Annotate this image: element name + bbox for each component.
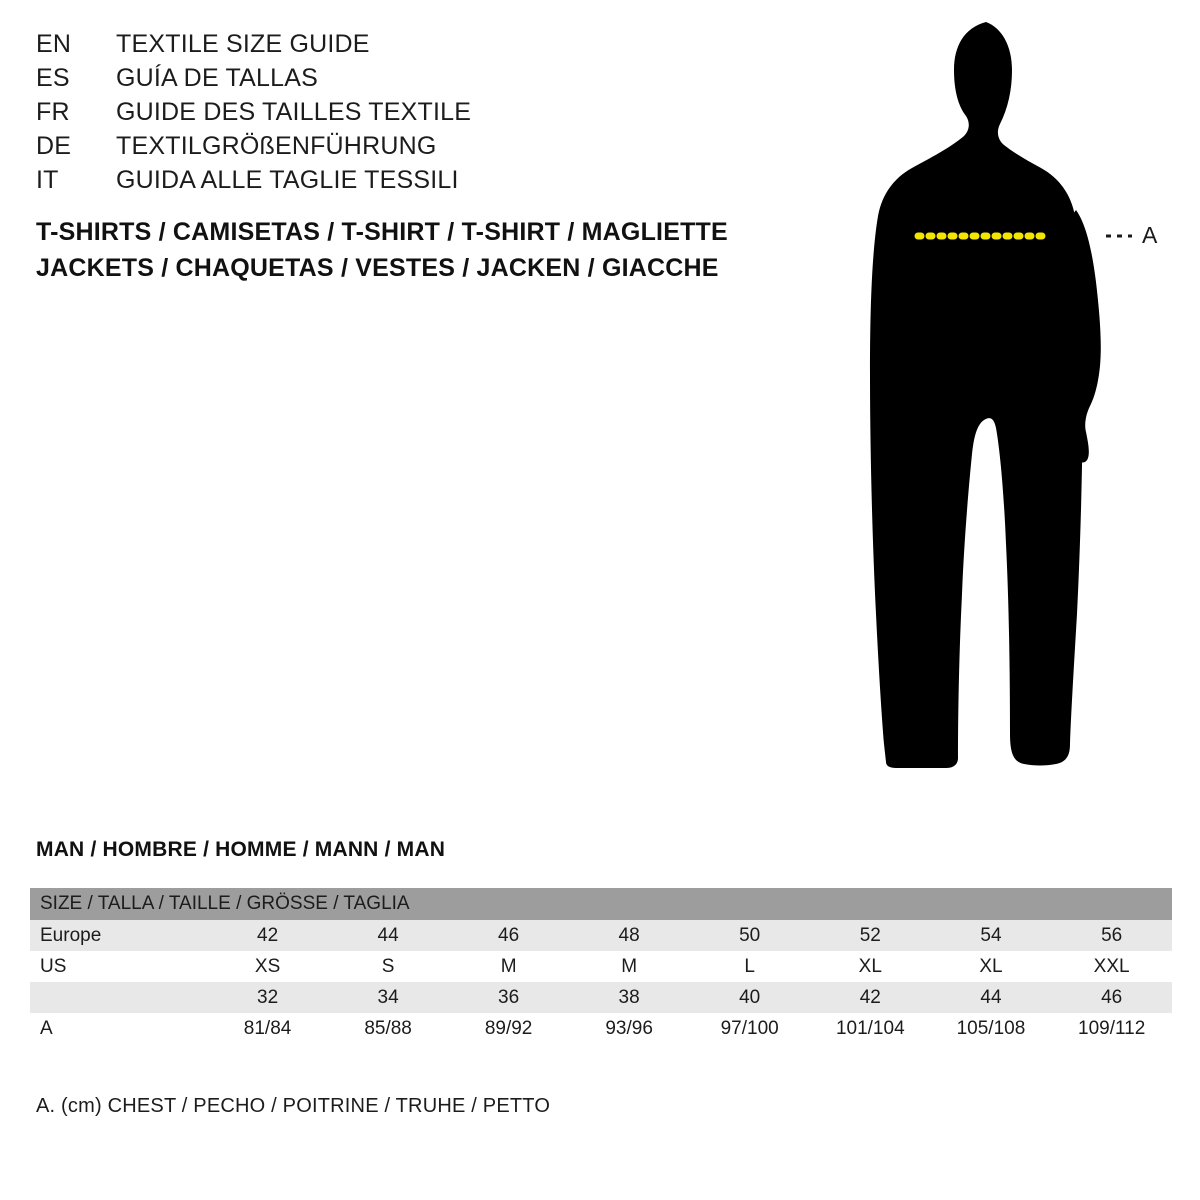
cell-value: 101/104 <box>835 1017 905 1039</box>
cell-value: S <box>381 955 395 977</box>
table-row <box>30 982 1172 1013</box>
chest-measure-label: A <box>1142 222 1158 248</box>
language-header-block <box>36 30 756 200</box>
language-text: GUIDA ALLE TAGLIE TESSILI <box>116 166 459 194</box>
table-row <box>30 951 1172 982</box>
cell-value: 40 <box>739 986 761 1008</box>
table-row <box>30 1013 1172 1044</box>
cell-value: 36 <box>498 986 520 1008</box>
cell-value: 46 <box>1101 986 1123 1008</box>
cell-value: 42 <box>859 986 881 1008</box>
table-header-label: SIZE / TALLA / TAILLE / GRÖSSE / TAGLIA <box>40 893 410 914</box>
table-header-row <box>30 888 1172 920</box>
language-text: TEXTILE SIZE GUIDE <box>116 30 370 58</box>
cell-value: M <box>500 955 517 977</box>
cell-value: XXL <box>1093 955 1130 977</box>
language-code: IT <box>36 166 59 194</box>
language-code: DE <box>36 132 72 160</box>
silhouette-icon <box>870 22 1101 768</box>
cell-value: 89/92 <box>484 1017 533 1039</box>
cell-value: M <box>621 955 638 977</box>
cell-value: 34 <box>377 986 399 1008</box>
row-label: Europe <box>40 924 102 946</box>
cell-value: XS <box>254 955 281 977</box>
language-code: ES <box>36 64 70 92</box>
cell-value: L <box>744 955 755 977</box>
row-label: US <box>40 955 67 977</box>
male-silhouette-figure <box>820 14 1180 784</box>
cell-value: 56 <box>1101 924 1123 946</box>
cell-value: 93/96 <box>605 1017 653 1039</box>
cell-value: XL <box>979 955 1003 977</box>
language-row <box>36 30 756 64</box>
language-text: GUIDE DES TAILLES TEXTILE <box>116 98 472 126</box>
row-label: A <box>40 1017 53 1039</box>
man-section-title: MAN / HOMBRE / HOMME / MANN / MAN <box>36 838 446 861</box>
language-text: TEXTILGRÖßENFÜHRUNG <box>116 132 437 160</box>
cell-value: 48 <box>618 924 640 946</box>
cell-value: 50 <box>739 924 761 946</box>
garment-line-jackets: JACKETS / CHAQUETAS / VESTES / JACKEN / GIACCHE <box>36 254 719 282</box>
language-row <box>36 64 756 98</box>
cell-value: 32 <box>257 986 279 1008</box>
language-code: EN <box>36 30 72 58</box>
language-text: GUÍA DE TALLAS <box>116 64 318 92</box>
cell-value: 44 <box>980 986 1002 1008</box>
cell-value: 46 <box>498 924 520 946</box>
language-code: FR <box>36 98 70 126</box>
cell-value: 85/88 <box>364 1017 412 1039</box>
cell-value: 97/100 <box>720 1017 779 1039</box>
cell-value: 38 <box>618 986 640 1008</box>
table-row <box>30 920 1172 951</box>
cell-value: 52 <box>859 924 881 946</box>
row-label <box>30 982 207 1013</box>
table-footnote: A. (cm) CHEST / PECHO / POITRINE / TRUHE / PETTO <box>36 1095 551 1117</box>
cell-value: XL <box>858 955 882 977</box>
cell-value: 109/112 <box>1078 1017 1146 1039</box>
garment-line-tshirts: T-SHIRTS / CAMISETAS / T-SHIRT / T-SHIRT / MAGLIETTE <box>36 218 728 246</box>
language-row <box>36 132 756 166</box>
cell-value: 54 <box>980 924 1002 946</box>
language-row <box>36 98 756 132</box>
cell-value: 81/84 <box>243 1017 292 1039</box>
garment-category-block <box>36 218 796 290</box>
cell-value: 44 <box>377 924 399 946</box>
cell-value: 105/108 <box>956 1017 1026 1039</box>
language-row <box>36 166 756 200</box>
size-table <box>30 888 1172 1044</box>
cell-value: 42 <box>257 924 279 946</box>
